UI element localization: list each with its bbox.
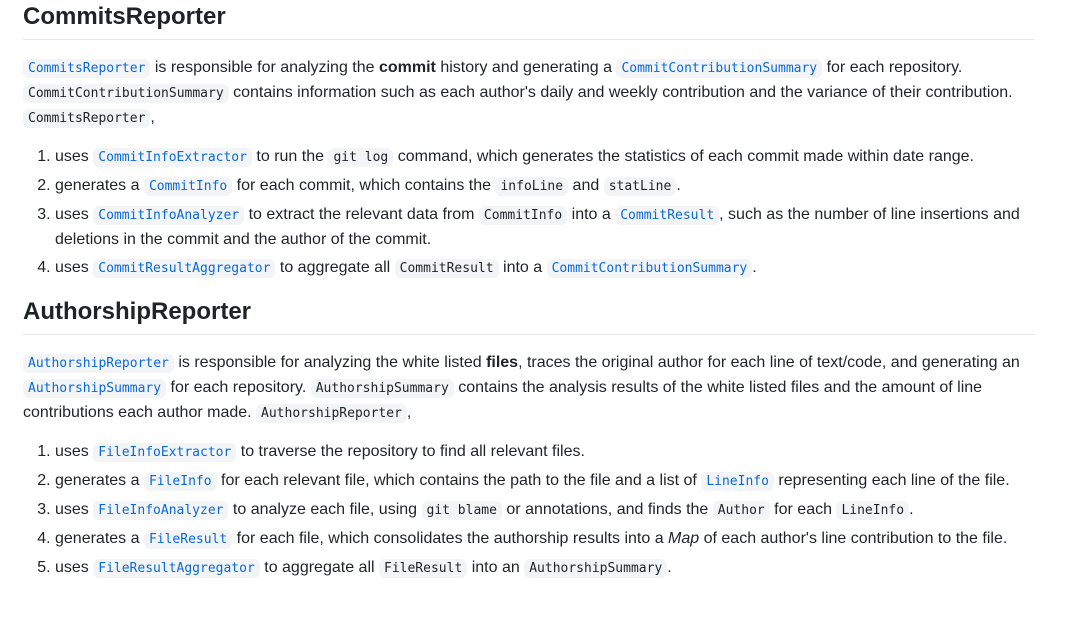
list-item bbox=[55, 145, 1035, 170]
text: for each file, which consolidates the authorship results into a bbox=[232, 530, 669, 547]
list-item bbox=[55, 556, 1035, 581]
list-item bbox=[55, 527, 1035, 552]
text: of each author's line contribution to the file. bbox=[699, 530, 1008, 547]
code-link-line-info[interactable]: LineInfo bbox=[701, 472, 774, 491]
code-link-commit-contribution-summary[interactable]: CommitContributionSummary bbox=[616, 59, 822, 78]
list-item bbox=[55, 203, 1035, 252]
code-link-commit-result-aggregator[interactable]: CommitResultAggregator bbox=[93, 259, 275, 278]
text: into a bbox=[498, 259, 547, 276]
text: to traverse the repository to find all relevant files. bbox=[236, 443, 585, 460]
code-link-commits-reporter[interactable]: CommitsReporter bbox=[23, 59, 150, 78]
text: . bbox=[909, 501, 914, 518]
text: is responsible for analyzing the white listed bbox=[173, 354, 487, 371]
code-link-file-result-aggregator[interactable]: FileResultAggregator bbox=[93, 559, 260, 578]
bold-text: files bbox=[486, 354, 519, 371]
text: generates a bbox=[55, 177, 144, 194]
commits-reporter-intro bbox=[23, 56, 1035, 131]
code-link-commit-result[interactable]: CommitResult bbox=[615, 206, 719, 225]
list-item bbox=[55, 256, 1035, 281]
text: , bbox=[150, 109, 155, 126]
text: command, which generates the statistics of each commit made within date range. bbox=[393, 148, 974, 165]
text: is responsible for analyzing the bbox=[150, 59, 379, 76]
code-link-file-info[interactable]: FileInfo bbox=[144, 472, 217, 491]
text: for each repository. bbox=[166, 379, 311, 396]
text: . bbox=[752, 259, 757, 276]
text: uses bbox=[55, 148, 94, 165]
text: representing each line of the file. bbox=[773, 472, 1010, 489]
inline-code: AuthorshipSummary bbox=[311, 379, 454, 398]
section-heading-authorship-reporter: AuthorshipReporter bbox=[23, 297, 1035, 335]
text: uses bbox=[55, 443, 94, 460]
inline-code: CommitContributionSummary bbox=[23, 84, 229, 103]
text: to run the bbox=[251, 148, 329, 165]
italic-text: Map bbox=[668, 530, 700, 547]
inline-code: CommitInfo bbox=[479, 206, 567, 225]
inline-code: Author bbox=[713, 501, 770, 520]
inline-code: CommitResult bbox=[395, 259, 499, 278]
text: generates a bbox=[55, 530, 144, 547]
code-link-file-result[interactable]: FileResult bbox=[144, 530, 232, 549]
text: to aggregate all bbox=[275, 259, 395, 276]
bold-text: commit bbox=[378, 59, 436, 76]
code-link-authorship-reporter[interactable]: AuthorshipReporter bbox=[23, 354, 174, 373]
text: uses bbox=[55, 206, 94, 223]
inline-code: LineInfo bbox=[836, 501, 909, 520]
text: and bbox=[568, 177, 604, 194]
text: , bbox=[406, 404, 412, 421]
text: generates a bbox=[55, 472, 144, 489]
inline-code: statLine bbox=[604, 177, 677, 196]
text: uses bbox=[55, 559, 94, 576]
code-link-commit-info-analyzer[interactable]: CommitInfoAnalyzer bbox=[93, 206, 244, 225]
list-item bbox=[55, 498, 1035, 523]
text: uses bbox=[55, 259, 94, 276]
inline-code: FileResult bbox=[379, 559, 467, 578]
text: for each relevant file, which contains the path to the file and a list of bbox=[216, 472, 702, 489]
text: history and generating a bbox=[435, 59, 617, 76]
text: uses bbox=[55, 501, 94, 518]
text: . bbox=[667, 559, 672, 576]
code-link-commit-info-extractor[interactable]: CommitInfoExtractor bbox=[93, 148, 252, 167]
text: for each commit, which contains the bbox=[232, 177, 496, 194]
text: for each repository. bbox=[822, 59, 963, 76]
text: into a bbox=[567, 206, 616, 223]
document-page bbox=[23, 0, 1035, 585]
section-heading-commits-reporter: CommitsReporter bbox=[23, 2, 1035, 40]
inline-code: AuthorshipSummary bbox=[524, 559, 667, 578]
text: . bbox=[676, 177, 681, 194]
text: to analyze each file, using bbox=[228, 501, 422, 518]
list-item bbox=[55, 440, 1035, 465]
code-link-file-info-analyzer[interactable]: FileInfoAnalyzer bbox=[93, 501, 228, 520]
commits-reporter-steps bbox=[23, 145, 1035, 281]
text: to aggregate all bbox=[259, 559, 379, 576]
code-link-commit-contribution-summary[interactable]: CommitContributionSummary bbox=[547, 259, 753, 278]
inline-code: CommitsReporter bbox=[23, 109, 150, 128]
inline-code: AuthorshipReporter bbox=[256, 404, 407, 423]
authorship-reporter-intro bbox=[23, 351, 1035, 426]
text: , traces the original author for each line of text/code, and generating an bbox=[518, 354, 1020, 371]
code-link-commit-info[interactable]: CommitInfo bbox=[144, 177, 232, 196]
list-item bbox=[55, 469, 1035, 494]
inline-code: infoLine bbox=[495, 177, 568, 196]
authorship-reporter-steps bbox=[23, 440, 1035, 581]
code-link-authorship-summary[interactable]: AuthorshipSummary bbox=[23, 379, 166, 398]
text: , such as the number of line insertions and deletions in the commit and the author of the commit. bbox=[55, 206, 1020, 248]
text: or annotations, and finds the bbox=[501, 501, 713, 518]
text: into an bbox=[467, 559, 525, 576]
text: contains information such as each author's daily and weekly contribution and the variance of their contribution. bbox=[228, 84, 1013, 101]
inline-code: git blame bbox=[422, 501, 502, 520]
inline-code: git log bbox=[328, 148, 393, 167]
text: to extract the relevant data from bbox=[244, 206, 479, 223]
list-item bbox=[55, 174, 1035, 199]
text: contains the analysis results of the white listed files and the amount of line contributions each author made. bbox=[23, 379, 983, 421]
text: for each bbox=[769, 501, 837, 518]
code-link-file-info-extractor[interactable]: FileInfoExtractor bbox=[93, 443, 236, 462]
